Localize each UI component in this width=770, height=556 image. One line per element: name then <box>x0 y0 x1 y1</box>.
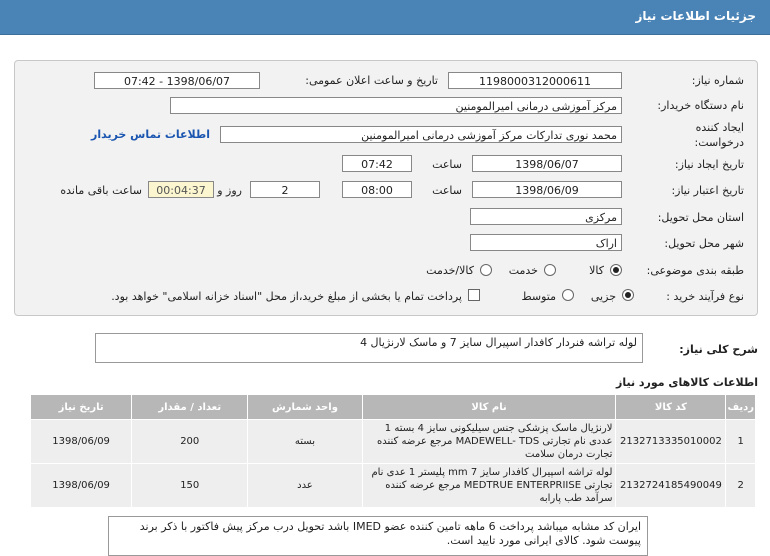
create-time-field[interactable]: 07:42 <box>342 155 412 172</box>
creator-label-line1: ایجاد کننده <box>695 121 744 134</box>
category-goods-label: کالا <box>589 264 604 277</box>
city-field[interactable]: اراک <box>470 234 622 251</box>
need-number-label: شماره نیاز: <box>691 74 744 87</box>
process-type-label: نوع فرآیند خرید : <box>666 290 744 303</box>
col-unit: واحد شمارش <box>248 395 362 420</box>
items-table <box>30 394 756 508</box>
category-service-label: خدمت <box>508 264 538 277</box>
item-code: 2132724185490049 <box>616 464 726 508</box>
remaining-time-field[interactable]: 00:04:37 <box>148 181 214 198</box>
page-header <box>0 0 770 35</box>
item-date: 1398/06/09 <box>31 464 132 508</box>
col-date: تاریخ نیاز <box>31 395 132 420</box>
item-unit: بسته <box>248 420 362 464</box>
description-label: شرح کلی نیاز: <box>679 343 758 356</box>
days-remaining-field[interactable]: 2 <box>250 181 320 198</box>
validity-time-label: ساعت <box>432 184 462 197</box>
table-row[interactable] <box>31 464 756 508</box>
item-code: 2132713335010002 <box>616 420 726 464</box>
province-field[interactable]: مرکزی <box>470 208 622 225</box>
col-row: ردیف <box>726 395 756 420</box>
province-label: استان محل تحویل: <box>657 211 744 224</box>
description-field[interactable]: لوله تراشه فنردار کافدار اسپیرال سایز 7 و ماسک لارنژیال 4 <box>95 333 643 363</box>
remaining-time-label: ساعت باقی مانده <box>60 184 142 197</box>
process-medium-label: متوسط <box>521 290 556 303</box>
item-qty: 200 <box>132 420 248 464</box>
col-name: نام کالا <box>362 395 616 420</box>
announce-date-field[interactable]: 1398/06/07 - 07:42 <box>94 72 260 89</box>
items-table-header <box>31 395 756 420</box>
validity-date-field[interactable]: 1398/06/09 <box>472 181 622 198</box>
validity-time-field[interactable]: 08:00 <box>342 181 412 198</box>
category-service-radio[interactable] <box>544 264 556 276</box>
row-number: 2 <box>726 464 756 508</box>
item-date: 1398/06/09 <box>31 420 132 464</box>
items-section-title: اطلاعات کالاهای مورد نیاز <box>616 376 758 389</box>
create-date-label: تاریخ ایجاد نیاز: <box>674 158 744 171</box>
process-minor-radio[interactable] <box>622 289 634 301</box>
treasury-payment-checkbox[interactable] <box>468 289 480 301</box>
item-name: لارنژیال ماسک پزشکی جنس سیلیکونی سایز 4 بسته 1 عددی نام تجارتی MADEWELL- TDS مرجع عرضه کننده تجارت درمان سلامت <box>362 420 616 464</box>
process-medium-radio[interactable] <box>562 289 574 301</box>
city-label: شهر محل تحویل: <box>664 237 744 250</box>
create-date-field[interactable]: 1398/06/07 <box>472 155 622 172</box>
page-title: جزئیات اطلاعات نیاز <box>635 9 756 23</box>
category-goods-radio[interactable] <box>610 264 622 276</box>
category-label: طبقه بندی موضوعی: <box>646 264 744 277</box>
col-qty: تعداد / مقدار <box>132 395 248 420</box>
need-number-field[interactable]: 1198000312000611 <box>448 72 622 89</box>
item-name: لوله تراشه اسپیرال کافدار سایز mm 7 پلیستر 1 عدی نام تجارتی MEDTRUE ENTERPRIISE مرجع عرضه کننده سرآمد طب پارابه <box>362 464 616 508</box>
item-qty: 150 <box>132 464 248 508</box>
creator-field[interactable]: محمد نوری تدارکات مرکز آموزشی درمانی امیرالمومنین <box>220 126 622 143</box>
creator-label-line2: درخواست: <box>694 136 744 149</box>
item-unit: عدد <box>248 464 362 508</box>
treasury-payment-note: پرداخت تمام یا بخشی از مبلغ خرید،از محل "اسناد خزانه اسلامی" خواهد بود. <box>111 290 462 303</box>
announce-date-label: تاریخ و ساعت اعلان عمومی: <box>305 74 438 87</box>
buyer-contact-link[interactable]: اطلاعات تماس خریدار <box>90 128 210 141</box>
buyer-label: نام دستگاه خریدار: <box>657 99 744 112</box>
buyer-notes-field[interactable]: ایران کد مشابه میباشد پرداخت 6 ماهه تامین کننده عضو IMED باشد تحویل درب مرکز پیش فاکتور با ذکر برند پیوست شود. کالای ایرانی مورد تایید است. <box>108 516 648 556</box>
row-number: 1 <box>726 420 756 464</box>
category-goods-service-label: کالا/خدمت <box>426 264 474 277</box>
validity-date-label: تاریخ اعتبار نیاز: <box>671 184 744 197</box>
days-label: روز و <box>217 184 242 197</box>
create-time-label: ساعت <box>432 158 462 171</box>
category-goods-service-radio[interactable] <box>480 264 492 276</box>
col-code: کد کالا <box>616 395 726 420</box>
table-row[interactable] <box>31 420 756 464</box>
process-minor-label: جزیی <box>590 290 616 303</box>
buyer-field[interactable]: مرکز آموزشی درمانی امیرالمومنین <box>170 97 622 114</box>
